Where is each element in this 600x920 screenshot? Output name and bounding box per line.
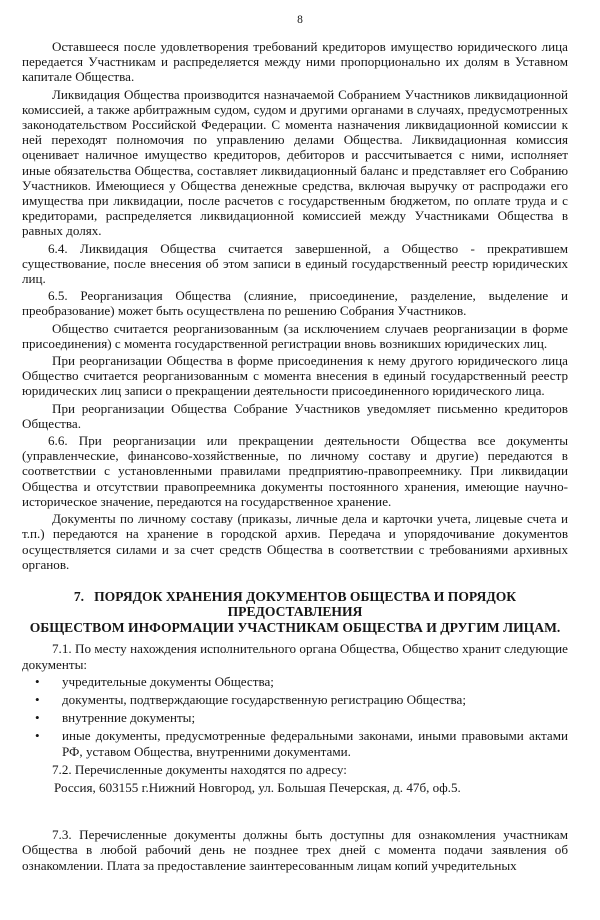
heading-line-1: ПОРЯДОК ХРАНЕНИЯ ДОКУМЕНТОВ ОБЩЕСТВА И ПОРЯДОК	[94, 588, 517, 604]
heading-line-3: ОБЩЕСТВОМ ИНФОРМАЦИИ УЧАСТНИКАМ ОБЩЕСТВА И ДРУГИМ ЛИЦАМ.	[29, 619, 561, 635]
bullet-icon: •	[35, 692, 40, 708]
paragraph-personnel-documents: Документы по личному составу (приказы, личные дела и карточки учета, лицевые счета и т.п.) передаются на хранение в городской архив. Передача и упорядочивание документов осуществляется силами и за счет средств Общества в соответствии с требованиями архивных органов.	[22, 511, 568, 572]
address-line: Россия, 603155 г.Нижний Новгород, ул. Большая Печерская, д. 47б, оф.5.	[54, 780, 461, 796]
paragraph-merger: При реорганизации Общества в форме присоединения к нему другого юридического лица Общество считается реорганизованным с момента внесения в единый государственный реестр юридических лиц записи о прекращении деятельности присоединенного юридического лица.	[22, 353, 568, 399]
paragraph-7-2: 7.2. Перечисленные документы находятся по адресу:	[52, 761, 347, 777]
heading-line-2: ПРЕДОСТАВЛЕНИЯ	[227, 604, 363, 620]
list-item: • иные документы, предусмотренные федеральными законами, иными правовыми актами РФ, уставом Общества, внутренними документами.	[35, 728, 568, 759]
paragraph-7-1: 7.1. По месту нахождения исполнительного органа Общества, Общество хранит следующие документы:	[22, 641, 568, 672]
section-number: 7.	[73, 588, 85, 604]
section-7-heading	[22, 589, 568, 636]
list-item: • учредительные документы Общества;	[35, 673, 274, 689]
paragraph-6-4: 6.4. Ликвидация Общества считается завершенной, а Общество - прекратившем существование, после внесения об этом записи в единый государственный реестр юридических лиц.	[22, 240, 568, 287]
paragraph-liquidation-commission: Ликвидация Общества производится назначаемой Собранием Участников ликвидационной комиссией, а также арбитражным судом, судом и другими органами в случаях, предусмотренных законодательством Российской Федерации. С момента назначения ликвидационной комиссии к ней переходят полномочия по управлению делами Общества. Ликвидационная комиссия оценивает наличное имущество кредиторов, дебиторов и рассчитывается с ними, исполняет иные обязательства Общества, составляет ликвидационный баланс и представляет его Собранию Участников. Имеющиеся у Общества денежные средства, включая выручку от распродажи его имущества при ликвидации, после расчетов с государственным бюджетом, по оплате труда и с кредиторами, распределяется ликвидационной комиссией между Участниками Общества в равных долях.	[22, 86, 568, 239]
paragraph-7-3: 7.3. Перечисленные документы должны быть доступны для ознакомления участникам Общества в любой рабочий день не позднее трех дней с момента подачи заявления об ознакомлении. Плата за предоставление заинтересованным лицам копий учредительных	[22, 827, 568, 873]
page-number: 8	[297, 14, 303, 26]
documents-list	[22, 674, 568, 759]
paragraph-6-6: 6.6. При реорганизации или прекращении деятельности Общества все документы (управленческие, финансово-хозяйственные, по личному составу и другие) передаются в соответствии с установленными правилами предприятию-правопреемнику. При ликвидации Общества и отсутствии правопреемника документы постоянного хранения, имеющие научно-историческое значение, передаются на государственное хранение.	[22, 433, 568, 509]
bullet-icon: •	[35, 673, 40, 689]
paragraph-remaining-property: Оставшееся после удовлетворения требований кредиторов имущество юридического лица передается Участникам и распределяется между ними пропорционально их долям в Уставном капитале Общества.	[22, 39, 568, 85]
list-item: • документы, подтверждающие государственную регистрацию Общества;	[35, 692, 466, 708]
bullet-icon: •	[35, 710, 40, 726]
paragraph-reorganized: Общество считается реорганизованным (за исключением случаев реорганизации в форме присоединения) с момента государственной регистрации вновь возникших юридических лиц.	[22, 320, 568, 351]
bullet-icon: •	[35, 728, 40, 744]
document-body	[22, 39, 568, 873]
paragraph-6-5: 6.5. Реорганизация Общества (слияние, присоединение, разделение, выделение и преобразование) может быть осуществлена по решению Собрания Участников.	[22, 288, 568, 319]
paragraph-notify-creditors: При реорганизации Общества Собрание Участников уведомляет письменно кредиторов Общества.	[22, 400, 568, 431]
list-item: • внутренние документы;	[35, 710, 196, 726]
